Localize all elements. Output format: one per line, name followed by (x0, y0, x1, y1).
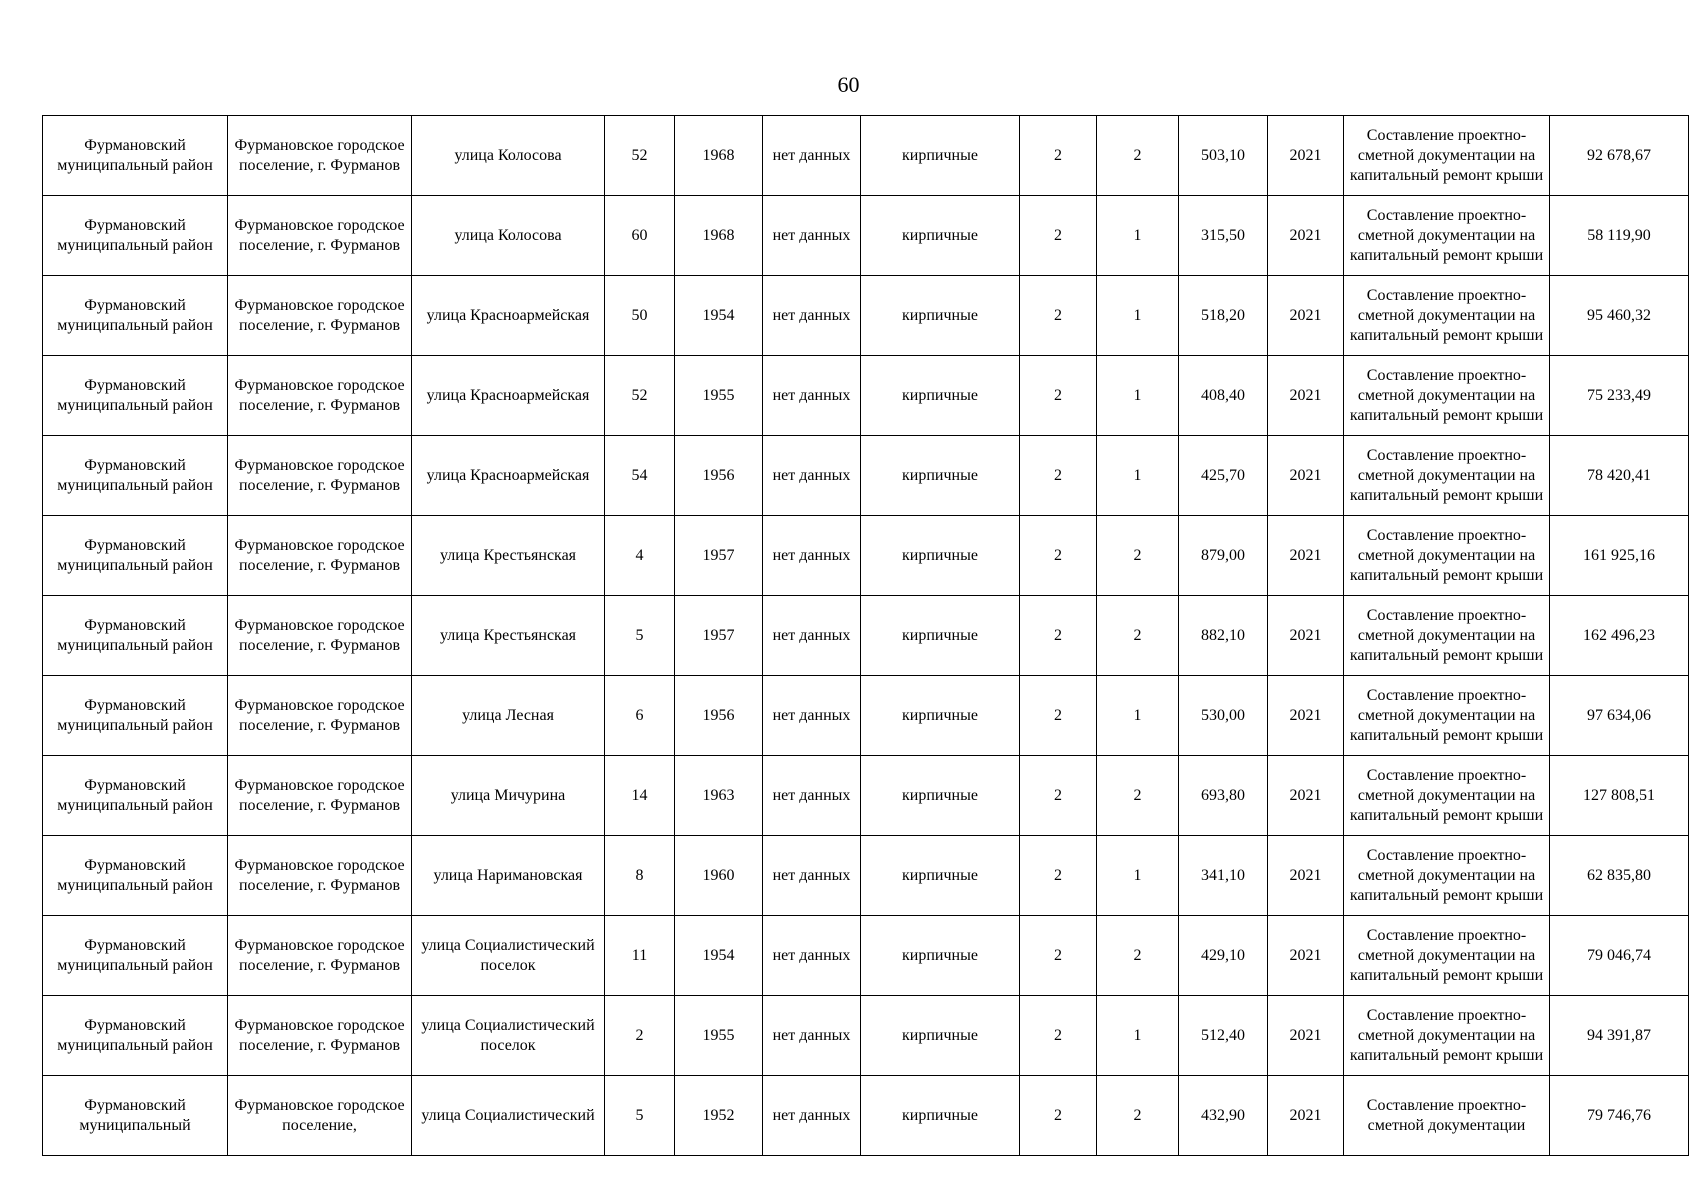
house-number-cell: 54 (605, 436, 675, 516)
street-cell: улица Колосова (412, 196, 605, 276)
house-number-cell: 8 (605, 836, 675, 916)
construction-year-cell: 1957 (675, 596, 763, 676)
floors-cell: 2 (1020, 356, 1097, 436)
floors-cell: 2 (1020, 196, 1097, 276)
table-row (43, 276, 1689, 356)
house-number-cell: 14 (605, 756, 675, 836)
construction-year-cell: 1956 (675, 436, 763, 516)
planned-year-cell: 2021 (1268, 836, 1344, 916)
street-cell: улица Социалистический (412, 1076, 605, 1156)
area-cell: 512,40 (1179, 996, 1268, 1076)
area-cell: 518,20 (1179, 276, 1268, 356)
street-cell: улица Наримановская (412, 836, 605, 916)
construction-year-cell: 1956 (675, 676, 763, 756)
planned-year-cell: 2021 (1268, 356, 1344, 436)
last-repair-year-cell: нет данных (763, 116, 861, 196)
last-repair-year-cell: нет данных (763, 996, 861, 1076)
floors-cell: 2 (1020, 1076, 1097, 1156)
table-row (43, 516, 1689, 596)
work-type-cell: Составление проектно-сметной документации на капитальный ремонт крыши (1344, 116, 1550, 196)
planned-year-cell: 2021 (1268, 276, 1344, 356)
wall-material-cell: кирпичные (861, 836, 1020, 916)
planned-year-cell: 2021 (1268, 516, 1344, 596)
table-body (43, 116, 1689, 1156)
house-number-cell: 11 (605, 916, 675, 996)
street-cell: улица Красноармейская (412, 276, 605, 356)
house-number-cell: 52 (605, 356, 675, 436)
cost-cell: 62 835,80 (1550, 836, 1689, 916)
floors-cell: 2 (1020, 116, 1097, 196)
construction-year-cell: 1954 (675, 916, 763, 996)
last-repair-year-cell: нет данных (763, 516, 861, 596)
district-cell: Фурмановский муниципальный район (43, 676, 228, 756)
house-number-cell: 2 (605, 996, 675, 1076)
construction-year-cell: 1955 (675, 356, 763, 436)
settlement-cell: Фурмановское городское поселение, г. Фурманов (228, 116, 412, 196)
district-cell: Фурмановский муниципальный район (43, 356, 228, 436)
last-repair-year-cell: нет данных (763, 916, 861, 996)
planned-year-cell: 2021 (1268, 116, 1344, 196)
entrances-cell: 2 (1097, 1076, 1179, 1156)
wall-material-cell: кирпичные (861, 436, 1020, 516)
planned-year-cell: 2021 (1268, 756, 1344, 836)
work-type-cell: Составление проектно-сметной документации на капитальный ремонт крыши (1344, 516, 1550, 596)
entrances-cell: 2 (1097, 756, 1179, 836)
cost-cell: 127 808,51 (1550, 756, 1689, 836)
floors-cell: 2 (1020, 916, 1097, 996)
district-cell: Фурмановский муниципальный район (43, 196, 228, 276)
work-type-cell: Составление проектно-сметной документации на капитальный ремонт крыши (1344, 996, 1550, 1076)
floors-cell: 2 (1020, 276, 1097, 356)
settlement-cell: Фурмановское городское поселение, г. Фурманов (228, 596, 412, 676)
cost-cell: 79 746,76 (1550, 1076, 1689, 1156)
planned-year-cell: 2021 (1268, 996, 1344, 1076)
wall-material-cell: кирпичные (861, 596, 1020, 676)
planned-year-cell: 2021 (1268, 916, 1344, 996)
cost-cell: 78 420,41 (1550, 436, 1689, 516)
cost-cell: 75 233,49 (1550, 356, 1689, 436)
entrances-cell: 2 (1097, 516, 1179, 596)
last-repair-year-cell: нет данных (763, 276, 861, 356)
street-cell: улица Красноармейская (412, 436, 605, 516)
street-cell: улица Крестьянская (412, 516, 605, 596)
last-repair-year-cell: нет данных (763, 676, 861, 756)
entrances-cell: 1 (1097, 676, 1179, 756)
house-number-cell: 4 (605, 516, 675, 596)
area-cell: 882,10 (1179, 596, 1268, 676)
district-cell: Фурмановский муниципальный район (43, 596, 228, 676)
last-repair-year-cell: нет данных (763, 436, 861, 516)
floors-cell: 2 (1020, 516, 1097, 596)
house-number-cell: 60 (605, 196, 675, 276)
table-row (43, 116, 1689, 196)
planned-year-cell: 2021 (1268, 1076, 1344, 1156)
area-cell: 693,80 (1179, 756, 1268, 836)
area-cell: 408,40 (1179, 356, 1268, 436)
area-cell: 429,10 (1179, 916, 1268, 996)
construction-year-cell: 1954 (675, 276, 763, 356)
wall-material-cell: кирпичные (861, 916, 1020, 996)
cost-cell: 161 925,16 (1550, 516, 1689, 596)
work-type-cell: Составление проектно-сметной документации на капитальный ремонт крыши (1344, 676, 1550, 756)
floors-cell: 2 (1020, 436, 1097, 516)
work-type-cell: Составление проектно-сметной документации на капитальный ремонт крыши (1344, 436, 1550, 516)
entrances-cell: 1 (1097, 996, 1179, 1076)
settlement-cell: Фурмановское городское поселение, г. Фурманов (228, 676, 412, 756)
work-type-cell: Составление проектно-сметной документации на капитальный ремонт крыши (1344, 756, 1550, 836)
district-cell: Фурмановский муниципальный район (43, 436, 228, 516)
district-cell: Фурмановский муниципальный район (43, 756, 228, 836)
settlement-cell: Фурмановское городское поселение, г. Фурманов (228, 516, 412, 596)
area-cell: 315,50 (1179, 196, 1268, 276)
wall-material-cell: кирпичные (861, 276, 1020, 356)
construction-year-cell: 1963 (675, 756, 763, 836)
planned-year-cell: 2021 (1268, 596, 1344, 676)
district-cell: Фурмановский муниципальный (43, 1076, 228, 1156)
entrances-cell: 2 (1097, 596, 1179, 676)
work-type-cell: Составление проектно-сметной документации на капитальный ремонт крыши (1344, 596, 1550, 676)
entrances-cell: 1 (1097, 836, 1179, 916)
construction-year-cell: 1968 (675, 196, 763, 276)
table-container (42, 115, 1688, 1134)
settlement-cell: Фурмановское городское поселение, г. Фурманов (228, 996, 412, 1076)
table-row (43, 756, 1689, 836)
work-type-cell: Составление проектно-сметной документации на капитальный ремонт крыши (1344, 916, 1550, 996)
last-repair-year-cell: нет данных (763, 356, 861, 436)
floors-cell: 2 (1020, 676, 1097, 756)
work-type-cell: Составление проектно-сметной документации на капитальный ремонт крыши (1344, 836, 1550, 916)
street-cell: улица Социалистический поселок (412, 916, 605, 996)
house-number-cell: 52 (605, 116, 675, 196)
table-row (43, 1076, 1689, 1156)
house-number-cell: 5 (605, 596, 675, 676)
wall-material-cell: кирпичные (861, 356, 1020, 436)
area-cell: 530,00 (1179, 676, 1268, 756)
floors-cell: 2 (1020, 836, 1097, 916)
street-cell: улица Красноармейская (412, 356, 605, 436)
last-repair-year-cell: нет данных (763, 596, 861, 676)
entrances-cell: 1 (1097, 196, 1179, 276)
last-repair-year-cell: нет данных (763, 756, 861, 836)
repair-plan-table (42, 115, 1689, 1156)
entrances-cell: 2 (1097, 916, 1179, 996)
cost-cell: 95 460,32 (1550, 276, 1689, 356)
area-cell: 432,90 (1179, 1076, 1268, 1156)
wall-material-cell: кирпичные (861, 756, 1020, 836)
area-cell: 341,10 (1179, 836, 1268, 916)
wall-material-cell: кирпичные (861, 996, 1020, 1076)
construction-year-cell: 1957 (675, 516, 763, 596)
table-row (43, 596, 1689, 676)
street-cell: улица Лесная (412, 676, 605, 756)
settlement-cell: Фурмановское городское поселение, (228, 1076, 412, 1156)
settlement-cell: Фурмановское городское поселение, г. Фурманов (228, 196, 412, 276)
cost-cell: 79 046,74 (1550, 916, 1689, 996)
settlement-cell: Фурмановское городское поселение, г. Фурманов (228, 436, 412, 516)
table-row (43, 676, 1689, 756)
page-number: 60 (837, 72, 860, 97)
work-type-cell: Составление проектно-сметной документации на капитальный ремонт крыши (1344, 196, 1550, 276)
construction-year-cell: 1955 (675, 996, 763, 1076)
wall-material-cell: кирпичные (861, 676, 1020, 756)
house-number-cell: 50 (605, 276, 675, 356)
district-cell: Фурмановский муниципальный район (43, 276, 228, 356)
entrances-cell: 2 (1097, 116, 1179, 196)
street-cell: улица Колосова (412, 116, 605, 196)
table-row (43, 196, 1689, 276)
entrances-cell: 1 (1097, 276, 1179, 356)
floors-cell: 2 (1020, 596, 1097, 676)
street-cell: улица Мичурина (412, 756, 605, 836)
cost-cell: 162 496,23 (1550, 596, 1689, 676)
last-repair-year-cell: нет данных (763, 1076, 861, 1156)
district-cell: Фурмановский муниципальный район (43, 516, 228, 596)
entrances-cell: 1 (1097, 356, 1179, 436)
house-number-cell: 5 (605, 1076, 675, 1156)
planned-year-cell: 2021 (1268, 676, 1344, 756)
street-cell: улица Крестьянская (412, 596, 605, 676)
table-row (43, 356, 1689, 436)
settlement-cell: Фурмановское городское поселение, г. Фурманов (228, 916, 412, 996)
work-type-cell: Составление проектно-сметной документации на капитальный ремонт крыши (1344, 276, 1550, 356)
cost-cell: 94 391,87 (1550, 996, 1689, 1076)
house-number-cell: 6 (605, 676, 675, 756)
street-cell: улица Социалистический поселок (412, 996, 605, 1076)
district-cell: Фурмановский муниципальный район (43, 996, 228, 1076)
settlement-cell: Фурмановское городское поселение, г. Фурманов (228, 356, 412, 436)
floors-cell: 2 (1020, 996, 1097, 1076)
wall-material-cell: кирпичные (861, 1076, 1020, 1156)
cost-cell: 97 634,06 (1550, 676, 1689, 756)
settlement-cell: Фурмановское городское поселение, г. Фурманов (228, 756, 412, 836)
work-type-cell: Составление проектно-сметной документации (1344, 1076, 1550, 1156)
construction-year-cell: 1952 (675, 1076, 763, 1156)
last-repair-year-cell: нет данных (763, 836, 861, 916)
area-cell: 503,10 (1179, 116, 1268, 196)
planned-year-cell: 2021 (1268, 196, 1344, 276)
settlement-cell: Фурмановское городское поселение, г. Фурманов (228, 836, 412, 916)
cost-cell: 92 678,67 (1550, 116, 1689, 196)
area-cell: 879,00 (1179, 516, 1268, 596)
last-repair-year-cell: нет данных (763, 196, 861, 276)
table-row (43, 836, 1689, 916)
wall-material-cell: кирпичные (861, 116, 1020, 196)
floors-cell: 2 (1020, 756, 1097, 836)
wall-material-cell: кирпичные (861, 516, 1020, 596)
work-type-cell: Составление проектно-сметной документации на капитальный ремонт крыши (1344, 356, 1550, 436)
entrances-cell: 1 (1097, 436, 1179, 516)
cost-cell: 58 119,90 (1550, 196, 1689, 276)
table-row (43, 996, 1689, 1076)
district-cell: Фурмановский муниципальный район (43, 836, 228, 916)
district-cell: Фурмановский муниципальный район (43, 116, 228, 196)
district-cell: Фурмановский муниципальный район (43, 916, 228, 996)
construction-year-cell: 1968 (675, 116, 763, 196)
settlement-cell: Фурмановское городское поселение, г. Фурманов (228, 276, 412, 356)
table-row (43, 916, 1689, 996)
area-cell: 425,70 (1179, 436, 1268, 516)
wall-material-cell: кирпичные (861, 196, 1020, 276)
planned-year-cell: 2021 (1268, 436, 1344, 516)
construction-year-cell: 1960 (675, 836, 763, 916)
table-row (43, 436, 1689, 516)
